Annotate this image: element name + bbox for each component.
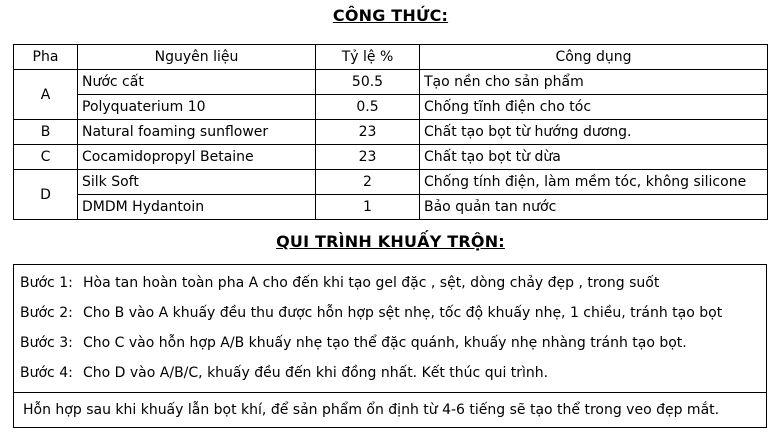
use-cell: Tạo nền cho sản phẩm [420,70,768,95]
ratio-cell: 23 [316,145,420,170]
ingredient-cell: Cocamidopropyl Betaine [78,145,316,170]
formula-heading: CÔNG THỨC: [332,6,449,25]
procedure-step [14,358,766,388]
ratio-cell: 50.5 [316,70,420,95]
table-row [14,70,768,95]
ingredient-cell: Natural foaming sunflower [78,120,316,145]
ingredient-cell: Nước cất [78,70,316,95]
use-cell: Chống tĩnh điện cho tóc [420,95,768,120]
use-cell: Chất tạo bọt từ hướng dương. [420,120,768,145]
phase-cell: D [14,170,78,220]
step-text: Cho D vào A/B/C, khuấy đều đến khi đồng nhất. Kết thúc qui trình. [83,365,549,381]
table-row [14,195,768,220]
ratio-cell: 1 [316,195,420,220]
ratio-cell: 0.5 [316,95,420,120]
phase-cell: B [14,120,78,145]
table-row [14,170,768,195]
procedure-steps [14,265,766,392]
procedure-step [14,298,766,328]
procedure-heading: QUI TRÌNH KHUẤY TRỘN: [276,232,505,251]
procedure-box [13,264,767,428]
step-label: Bước 3: [20,335,73,351]
step-label: Bước 1: [20,275,73,291]
ratio-cell: 2 [316,170,420,195]
step-label: Bước 4: [20,365,73,381]
ratio-cell: 23 [316,120,420,145]
procedure-step [14,268,766,298]
use-cell: Bảo quản tan nước [420,195,768,220]
use-cell: Chống tính điện, làm mềm tóc, không silicone [420,170,768,195]
procedure-step [14,328,766,358]
header-use: Công dụng [420,45,768,70]
table-row [14,120,768,145]
formula-table [13,44,768,220]
table-row [14,95,768,120]
use-cell: Chất tạo bọt từ dừa [420,145,768,170]
table-row [14,145,768,170]
phase-cell: A [14,70,78,120]
table-header-row [14,45,768,70]
step-text: Cho C vào hỗn hợp A/B khuấy nhẹ tạo thể đặc quánh, khuấy nhẹ nhàng tránh tạo bọt. [83,335,687,351]
ingredient-cell: Silk Soft [78,170,316,195]
phase-cell: C [14,145,78,170]
header-ingredient: Nguyên liệu [78,45,316,70]
step-label: Bước 2: [20,305,73,321]
header-ratio: Tỷ lệ % [316,45,420,70]
procedure-note: Hỗn hợp sau khi khuấy lẫn bọt khí, để sản phẩm ổn định từ 4-6 tiếng sẽ tạo thể trong veo đẹp mắt. [14,392,766,427]
ingredient-cell: Polyquaterium 10 [78,95,316,120]
step-text: Cho B vào A khuấy đều thu được hỗn hợp sệt nhẹ, tốc độ khuấy nhẹ, 1 chiều, tránh tạo bọt [83,305,723,321]
ingredient-cell: DMDM Hydantoin [78,195,316,220]
step-text: Hòa tan hoàn toàn pha A cho đến khi tạo gel đặc , sệt, dòng chảy đẹp , trong suốt [83,275,660,291]
header-phase: Pha [14,45,78,70]
